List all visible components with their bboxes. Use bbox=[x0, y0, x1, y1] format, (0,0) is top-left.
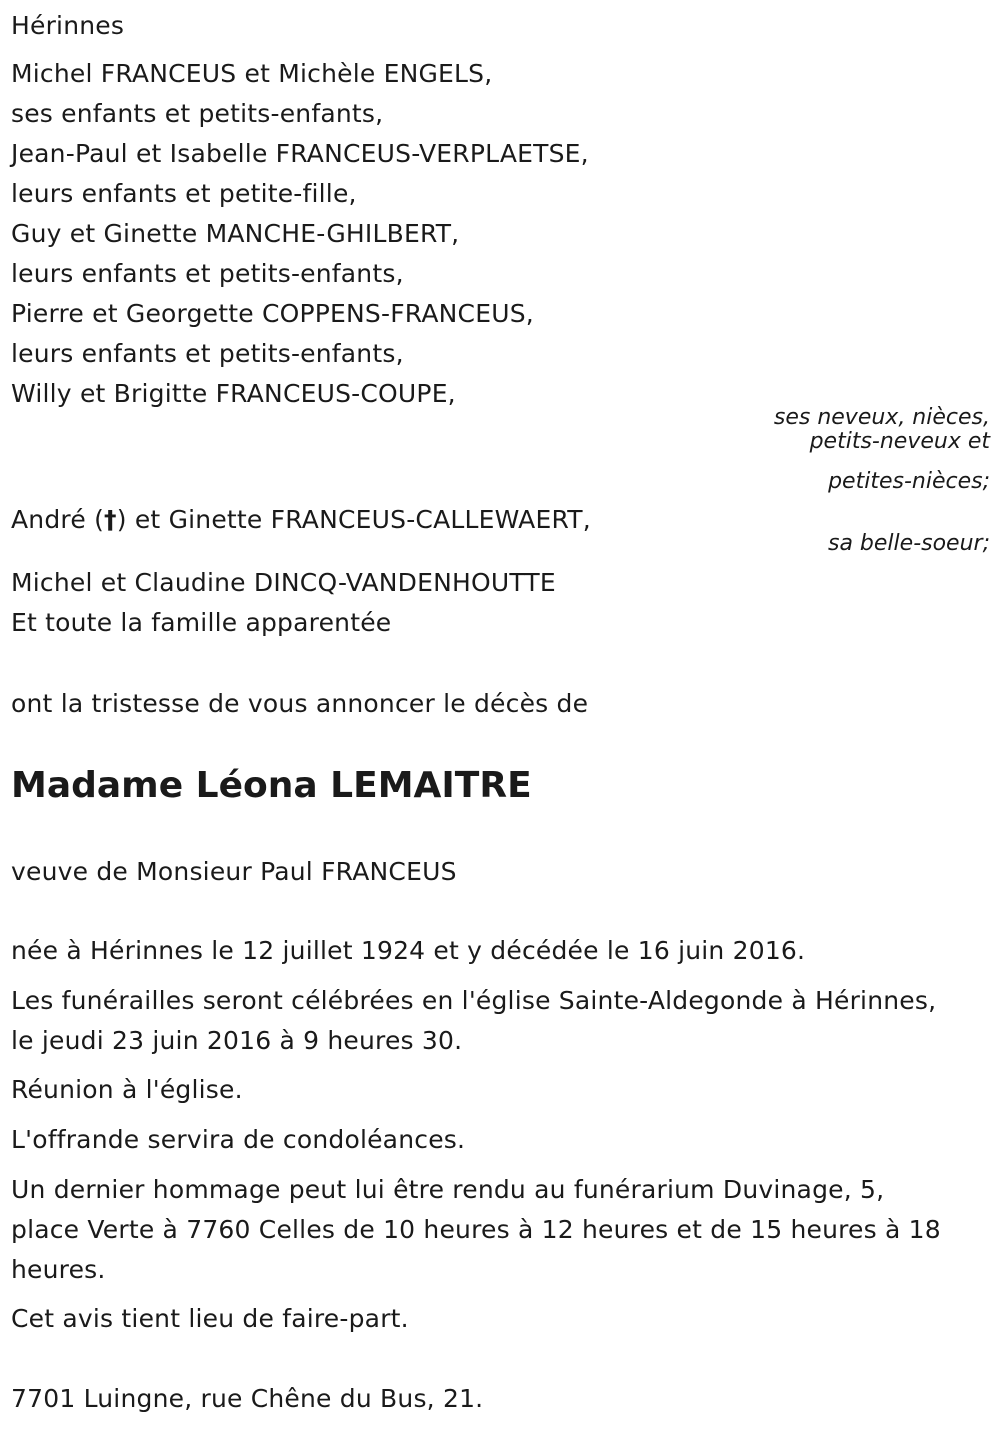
relation-nephews: petits-neveux et bbox=[809, 429, 990, 454]
hommage-line: Un dernier hommage peut lui être rendu au funérarium Duvinage, 5, bbox=[11, 1175, 885, 1204]
relation-nephews: ses neveux, nièces, bbox=[773, 405, 990, 430]
family-line: Michel FRANCEUS et Michèle ENGELS, bbox=[11, 59, 493, 88]
hommage-line: place Verte à 7760 Celles de 10 heures à 12 heures et de 15 heures à 18 bbox=[11, 1215, 941, 1244]
family-line: Michel et Claudine DINCQ-VANDENHOUTTE bbox=[11, 568, 556, 597]
andre-suffix: ) et Ginette FRANCEUS-CALLEWAERT, bbox=[116, 505, 591, 534]
family-line: Jean-Paul et Isabelle FRANCEUS-VERPLAETSE, bbox=[11, 139, 589, 168]
andre-line bbox=[11, 504, 591, 536]
family-line: leurs enfants et petits-enfants, bbox=[11, 259, 404, 288]
funeral-line: Les funérailles seront célébrées en l'église Sainte-Aldegonde à Hérinnes, bbox=[11, 986, 937, 1015]
birth-death: née à Hérinnes le 12 juillet 1924 et y décédée le 16 juin 2016. bbox=[11, 936, 806, 965]
reunion: Réunion à l'église. bbox=[11, 1075, 243, 1104]
funeral-line: le jeudi 23 juin 2016 à 9 heures 30. bbox=[11, 1026, 463, 1055]
family-line: ses enfants et petits-enfants, bbox=[11, 99, 384, 128]
family-line: Pierre et Georgette COPPENS-FRANCEUS, bbox=[11, 299, 534, 328]
relation-nephews: petites-nièces; bbox=[828, 469, 990, 494]
hommage-line: heures. bbox=[11, 1255, 106, 1284]
location: Hérinnes bbox=[11, 11, 125, 40]
deceased-name: Madame Léona LEMAITRE bbox=[11, 765, 532, 806]
announcement: ont la tristesse de vous annoncer le décès de bbox=[11, 689, 589, 718]
family-line: leurs enfants et petits-enfants, bbox=[11, 339, 404, 368]
family-line: leurs enfants et petite-fille, bbox=[11, 179, 357, 208]
faire-part: Cet avis tient lieu de faire-part. bbox=[11, 1304, 409, 1333]
family-line: Willy et Brigitte FRANCEUS-COUPE, bbox=[11, 379, 456, 408]
address: 7701 Luingne, rue Chêne du Bus, 21. bbox=[11, 1384, 484, 1413]
relation-sister-in-law: sa belle-soeur; bbox=[828, 531, 990, 556]
andre-prefix: André ( bbox=[11, 505, 105, 534]
widow-of: veuve de Monsieur Paul FRANCEUS bbox=[11, 857, 457, 886]
family-line: Et toute la famille apparentée bbox=[11, 608, 392, 637]
offrande: L'offrande servira de condoléances. bbox=[11, 1125, 466, 1154]
cross-icon: † bbox=[104, 505, 117, 534]
family-line: Guy et Ginette MANCHE-GHILBERT, bbox=[11, 219, 460, 248]
